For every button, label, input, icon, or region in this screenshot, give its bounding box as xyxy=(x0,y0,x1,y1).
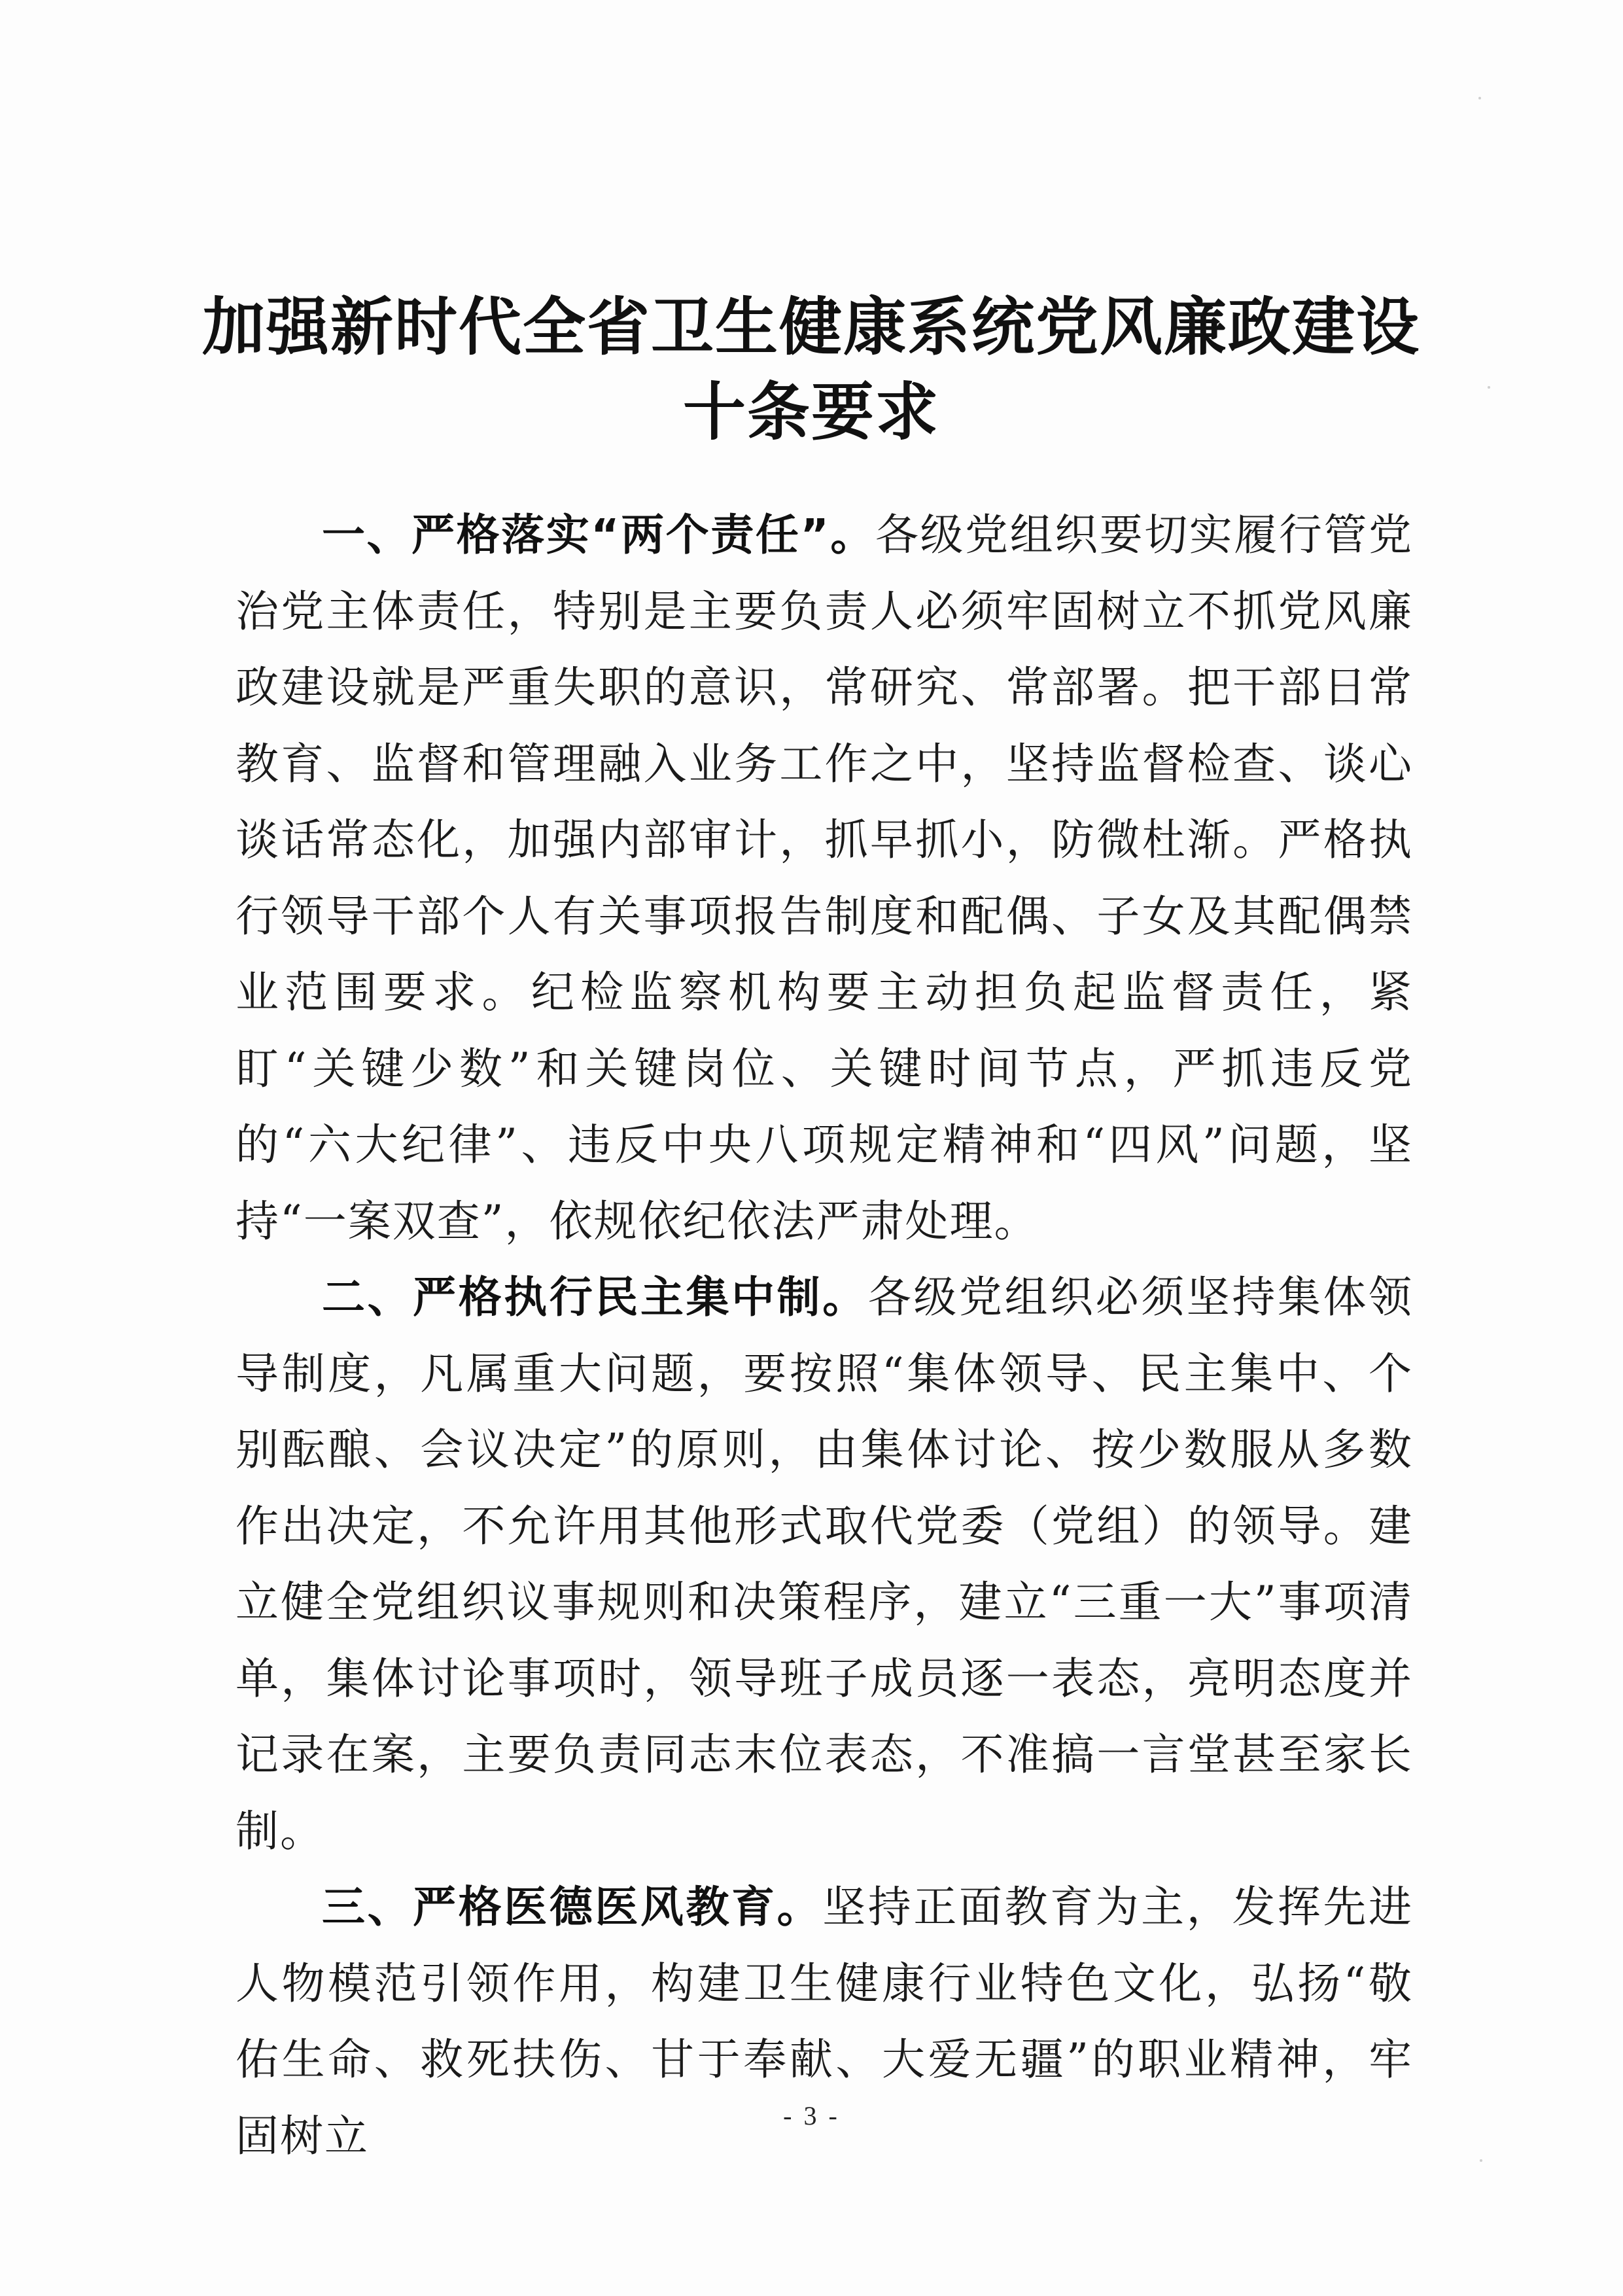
paragraph-3-text: 坚持正面教育为主，发挥先进人物模范引领作用，构建卫生健康行业特色文化，弘扬“敬佑生命、救死扶伤、甘于奉献、大爱无疆”的职业精神，牢固树立 xyxy=(236,1882,1414,2161)
paragraph-1-text: 各级党组织要切实履行管党治党主体责任，特别是主要负责人必须牢固树立不抓党风廉政建设就是严重失职的意识，常研究、常部署。把干部日常教育、监督和管理融入业务工作之中，坚持监督检查、谈心谈话常态化，加强内部审计，抓早抓小，防微杜渐。严格执行领导干部个人有关事项报告制度和配偶、子女及其配偶禁业范围要求。纪检监察机构要主动担负起监督责任，紧盯“关键少数”和关键岗位、关键时间节点，严抓违反党的“六大纪律”、违反中央八项规定精神和“四风”问题，坚持“一案双查”，依规依纪依法严肃处理。 xyxy=(236,510,1414,1246)
scan-speck xyxy=(1478,97,1481,99)
document-title-line-2: 十条要求 xyxy=(683,375,939,449)
scan-speck xyxy=(1480,2159,1482,2162)
document-body xyxy=(236,497,1413,2174)
paragraph-1-heading: 一、严格落实“两个责任”。 xyxy=(322,510,875,560)
scan-speck xyxy=(1488,386,1490,389)
paragraph-2 xyxy=(236,1260,1413,1869)
paragraph-3-heading: 三、严格医德医风教育。 xyxy=(322,1882,823,1932)
paragraph-2-heading: 二、严格执行民主集中制。 xyxy=(322,1272,868,1322)
document-title-line-1: 加强新时代全省卫生健康系统党风廉政建设 xyxy=(202,290,1420,364)
paragraph-2-text: 各级党组织必须坚持集体领导制度，凡属重大问题，要按照“集体领导、民主集中、个别酝酿、会议决定”的原则，由集体讨论、按少数服从多数作出决定，不允许用其他形式取代党委（党组）的领导。建立健全党组织议事规则和决策程序，建立“三重一大”事项清单，集体讨论事项时，领导班子成员逐一表态，亮明态度并记录在案，主要负责同志末位表态，不准搞一言堂甚至家长制。 xyxy=(236,1272,1414,1856)
paragraph-1 xyxy=(236,497,1413,1260)
page-number: - 3 - xyxy=(783,2101,840,2130)
